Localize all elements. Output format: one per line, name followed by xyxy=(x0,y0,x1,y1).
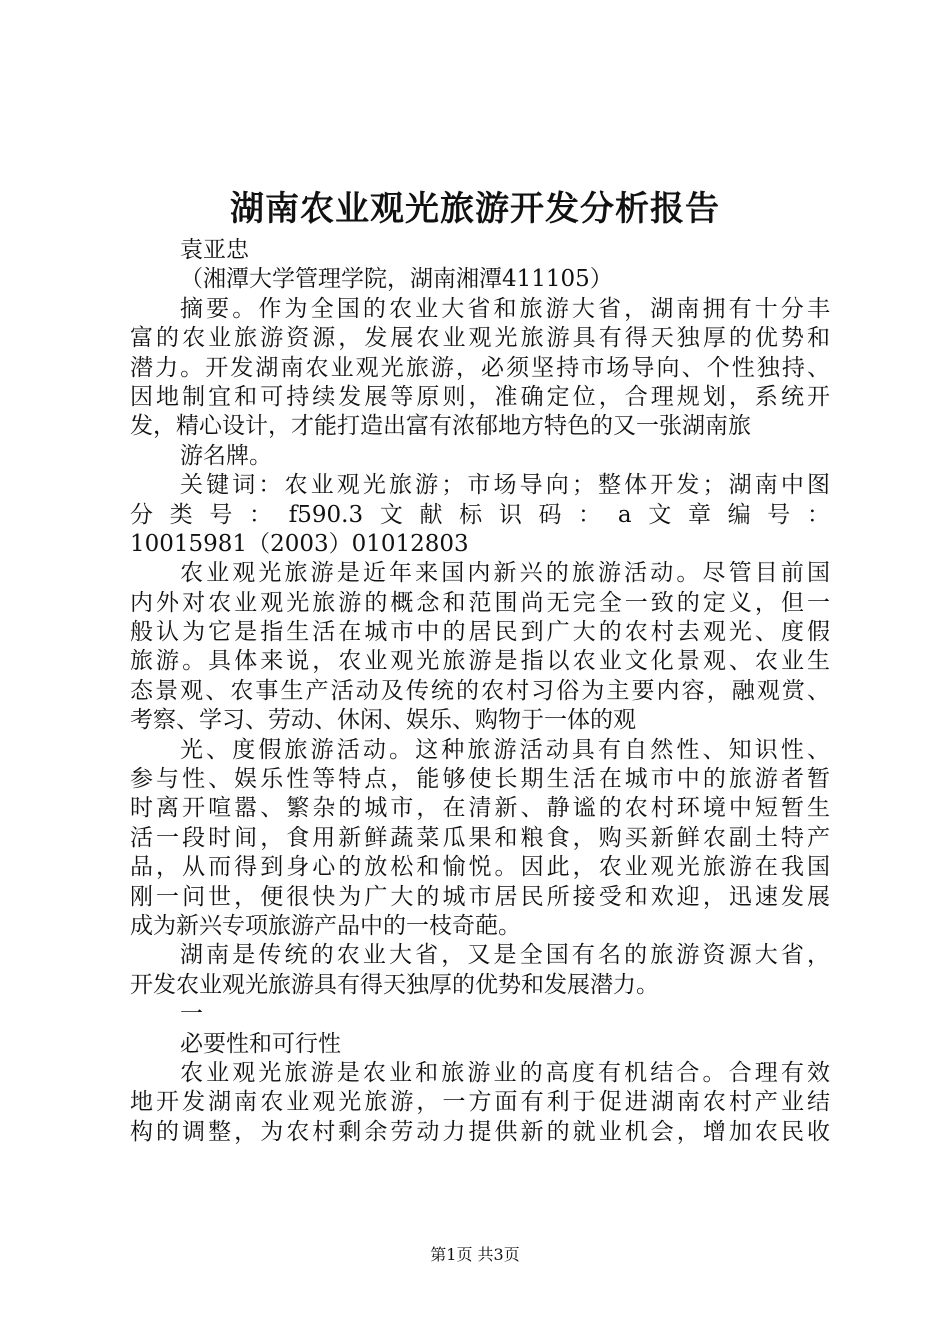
text-line: 关键词：农业观光旅游；市场导向；整体开发；湖南中图 xyxy=(180,472,830,499)
text-line: 地开发湖南农业观光旅游，一方面有利于促进湖南农村产业结 xyxy=(130,1089,830,1116)
document-body xyxy=(130,236,830,1147)
text-line: 参与性、娱乐性等特点，能够使长期生活在城市中的旅游者暂 xyxy=(130,766,830,793)
text-line: 农业观光旅游是农业和旅游业的高度有机结合。合理有效 xyxy=(180,1059,830,1086)
text-line: 光、度假旅游活动。这种旅游活动具有自然性、知识性、 xyxy=(180,736,830,763)
text-line: （湘潭大学管理学院，湖南湘潭411105） xyxy=(180,266,613,293)
text-line: 袁亚忠 xyxy=(180,237,249,263)
text-line: 农业观光旅游是近年来国内新兴的旅游活动。尽管目前国 xyxy=(180,560,830,587)
text-line: 品，从而得到身心的放松和愉悦。因此，农业观光旅游在我国 xyxy=(130,854,830,881)
text-line: 摘要。作为全国的农业大省和旅游大省，湖南拥有十分丰 xyxy=(180,295,830,322)
text-line: 态景观、农事生产活动及传统的农村习俗为主要内容，融观赏、 xyxy=(130,677,830,704)
text-line: 考察、学习、劳动、休闲、娱乐、购物于一体的观 xyxy=(130,707,636,734)
text-line: 内外对农业观光旅游的概念和范围尚无完全一致的定义，但一 xyxy=(130,589,830,616)
text-line: 发，精心设计，才能打造出富有浓郁地方特色的又一张湖南旅 xyxy=(130,413,751,440)
text-line: 游名牌。 xyxy=(180,442,272,469)
text-line: 一 xyxy=(180,1001,203,1028)
text-line: 活一段时间，食用新鲜蔬菜瓜果和粮食，购买新鲜农副土特产 xyxy=(130,824,830,851)
text-line: 般认为它是指生活在城市中的居民到广大的农村去观光、度假 xyxy=(130,619,830,646)
text-line: 富的农业旅游资源，发展农业观光旅游具有得天独厚的优势和 xyxy=(130,325,830,352)
text-line: 必要性和可行性 xyxy=(180,1030,341,1057)
text-line: 因地制宜和可持续发展等原则，准确定位，合理规划，系统开 xyxy=(130,383,830,410)
text-line: 分类号：f590.3文献标识码：a文章编号： xyxy=(130,501,830,528)
text-line: 成为新兴专项旅游产品中的一枝奇葩。 xyxy=(130,912,521,939)
text-line: 构的调整，为农村剩余劳动力提供新的就业机会，增加农民收 xyxy=(130,1118,830,1145)
page-footer: 第1页 共3页 xyxy=(430,1245,520,1264)
text-line: 时离开喧嚣、繁杂的城市，在清新、静谧的农村环境中短暂生 xyxy=(130,795,830,822)
document-title: 湖南农业观光旅游开发分析报告 xyxy=(230,189,720,229)
text-line: 湖南是传统的农业大省，又是全国有名的旅游资源大省， xyxy=(180,942,830,969)
text-line: 刚一问世，便很快为广大的城市居民所接受和欢迎，迅速发展 xyxy=(130,883,830,910)
text-line: 10015981（2003）01012803 xyxy=(130,530,469,557)
text-line: 旅游。具体来说，农业观光旅游是指以农业文化景观、农业生 xyxy=(130,648,830,675)
text-line: 开发农业观光旅游具有得天独厚的优势和发展潜力。 xyxy=(130,971,659,998)
text-line: 潜力。开发湖南农业观光旅游，必须坚持市场导向、个性独持、 xyxy=(130,354,830,381)
